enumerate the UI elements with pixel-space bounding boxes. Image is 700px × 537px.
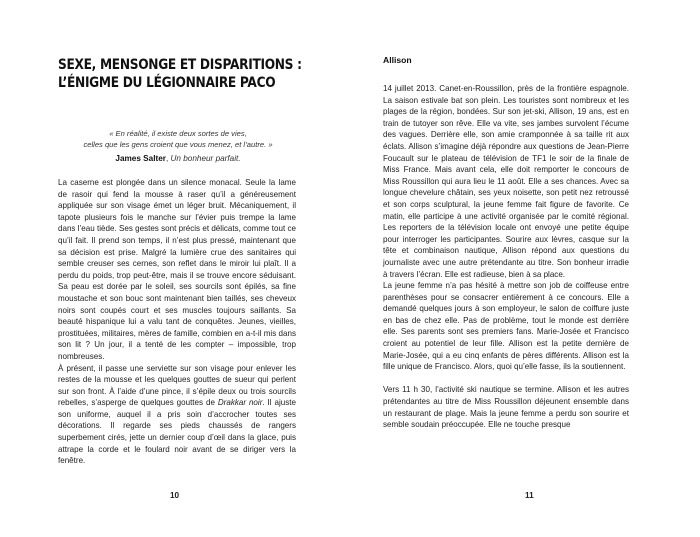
paragraph: La caserne est plongée dans un silence monacal. Seule la lame de rasoir qui fend la mousse à raser qu’il a généreusement appliquée sur son visage émet un léger bruit. Mécaniquement, il tapote plusieurs fois le manche sur l’évier puis trempe la lame dans l’eau tiède. Ses gestes sont précis et délicats, comme tout ce qu’il fait. Il prend son temps, il n’est plus pressé, maintenant que sa décision est prise. Malgré la lumière crue des sanitaires qui semble creuser ses cernes, son reflet dans le miroir lui plaît. Il a perdu du poids, trop peut-être, mais il se trouve encore séduisant. Sa peau est dorée par le soleil, ses sourcils sont épilés, sa fine moustache et son bouc sont maintenant bien taillés, ses cheveux noirs sont coupés court et ses muscles toujours saillants. Sa beauté hispanique lui a valu tant de conquêtes. Jeunes, vieilles, prostituées, militaires, mères de famille, combien en a-t-il mis dans son lit ? Un jour, il a tenté de les compter – impossible, trop nombreuses. — [58, 178, 296, 361]
epigraph-quote-line-2: celles que les gens croient que vous menez, et l’autre. » — [83, 140, 273, 149]
chapter-title-line-1: SEXE, MENSONGE ET DISPARITIONS : — [58, 57, 302, 73]
chapter-title-line-2: L’ÉNIGME DU LÉGIONNAIRE PACO — [58, 75, 276, 91]
paragraph-text: À présent, il passe une serviette sur son visage pour enlever les restes de la mousse et les quelques gouttes de sueur qui perlent sur son front. À l’aide d’une pince, il s’épile deux ou trois sourcils rebelles, s’asperge de quelques gouttes de — [58, 363, 296, 408]
body-text-right — [383, 83, 629, 431]
paragraph: 14 juillet 2013. Canet-en-Roussillon, près de la frontière espagnole. La saison estivale bat son plein. Les touristes sont nombreux et les plages de la région, bondées. Sur son jet-ski, Allison, 19 ans, est en train de tutoyer son rêve. Elle va vite, ses jambes survolent l’écume des vagues. Derrière elle, son amie cramponnée à sa taille rit aux éclats. Allison s’imagine déjà répondre aux questions de Jean-Pierre Foucault sur le plateau de télévision de TF1 le soir de la finale de Miss France. Mais avant cela, elle doit remporter le concours de Miss Roussillon qui aura lieu le 11 août. Elle a ses chances. Avec sa longue chevelure châtain, ses yeux noisette, son petit nez retroussé et son corps sculptural, la jeune femme fait figure de favorite. Ce matin, elle participe à une activité organisée par le comité régional. Les reporters de la télévision locale ont envoyé une petite équipe pour interroger les participantes. Sourire aux lèvres, casque sur la tête et combinaison nautique, Allison répond aux questions du journaliste avec une autre prétendante au titre. Son bonheur irradie à travers l’écran. Elle est radieuse, bien à sa place. — [383, 84, 629, 279]
page-number: 10 — [170, 491, 180, 500]
right-page — [350, 0, 700, 537]
epigraph-attribution: James Salter, Un bonheur parfait. — [115, 154, 241, 163]
chapter-title — [58, 56, 302, 92]
epigraph-quote-line-1: « En réalité, il existe deux sortes de vies, — [109, 129, 247, 138]
epigraph-author: James Salter — [115, 154, 166, 163]
page-number: 11 — [525, 491, 534, 500]
section-heading: Allison — [383, 55, 412, 65]
epigraph-source: Un bonheur parfait. — [170, 154, 241, 163]
paragraph-italic: Drakkar noir — [217, 398, 263, 408]
body-text-left — [58, 177, 296, 467]
paragraph: La jeune femme n’a pas hésité à mettre son job de coiffeuse entre parenthèses pour se consacrer entièrement à ce concours. Elle a demandé quelques jours à son employeur, le salon de coiffure juste en bas de chez elle. Pas de problème, tout le monde est derrière elle. Ses parents sont ses premiers fans. Marie-Josée et Francisco croient au potentiel de leur fille. Allison est la petite dernière de Marie-Josée, qui a eu cinq enfants de pères différents. Allison est la fille unique de Francisco. Alors, quoi qu’elle fasse, ils la soutiennent. — [383, 281, 629, 372]
paragraph: Vers 11 h 30, l’activité ski nautique se termine. Allison et les autres prétendantes au titre de Miss Roussillon déjeunent ensemble dans un restaurant de plage. Mais la jeune femme a perdu son sourire et semble soudain préoccupée. Elle ne touche presque — [383, 385, 629, 430]
epigraph — [58, 128, 298, 164]
paragraph-text: . Il ajuste son uniforme, auquel il a pris soin d’accrocher toutes ses décorations. Il regarde ses pieds chaussés de rangers superbement cirés, jette un dernier coup d’œil dans la glace, puis attrape la corde et le foulard noir avant de se diriger vers la fenêtre. — [58, 398, 296, 466]
paragraph — [58, 363, 296, 467]
